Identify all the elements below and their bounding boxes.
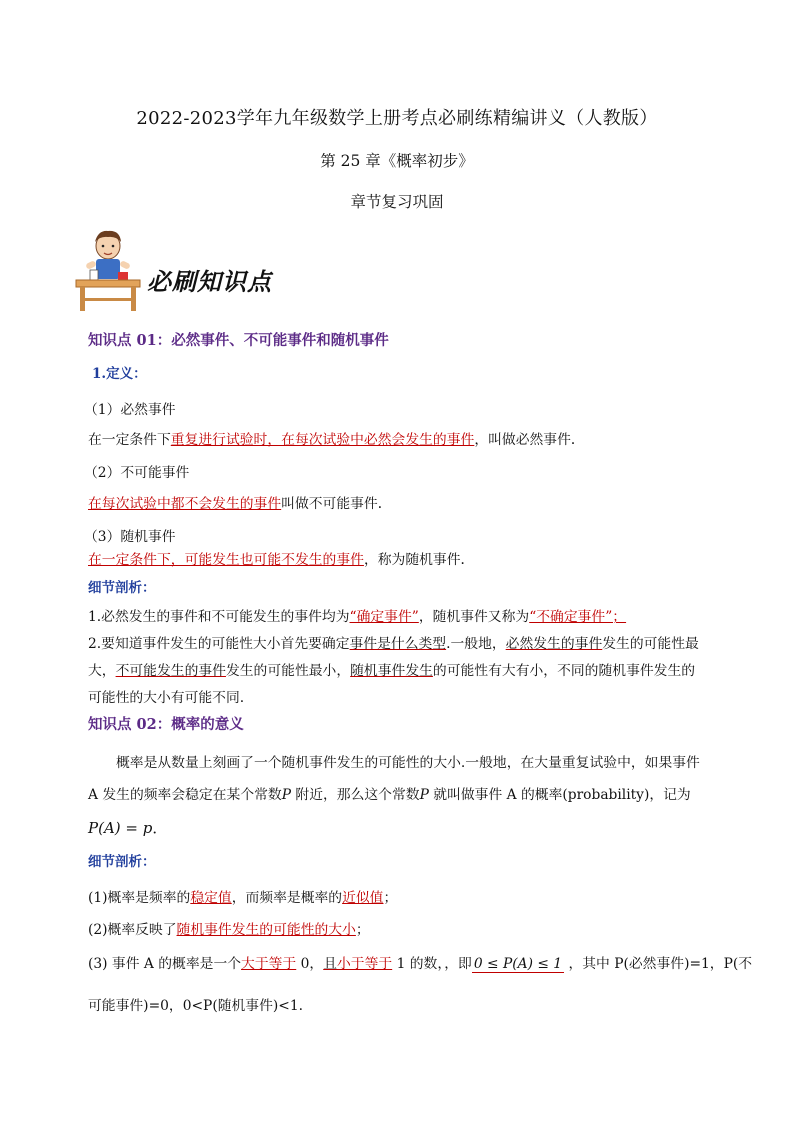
kp2-d3-g: ，其中 P(必然事件)=1，P(不	[564, 956, 753, 972]
kp1-d2-d: 必然发生的事件	[505, 636, 603, 652]
kp2-d3-e: 小于等于	[337, 956, 393, 972]
kp2-formula: P(A) = p	[88, 819, 153, 837]
kp1-item1-title: （1）必然事件	[84, 402, 176, 418]
kp1-d2-e: 发生的可能性最	[602, 636, 699, 652]
kp1-item3-a: 在一定条件下，可能发生也可能不发生的事件	[88, 552, 364, 568]
kp1-item3-text	[88, 548, 474, 568]
kp1-def-heading: 1.定义：	[92, 366, 147, 382]
kp2-p2-var2: P	[419, 787, 429, 803]
kp2-detail-2	[88, 918, 370, 938]
kp2-d3-a: (3) 事件 A 的概率是一个	[88, 956, 242, 972]
kp2-d3-c: 0，	[296, 956, 324, 972]
kp1-item1-c: ，叫做必然事件．	[474, 432, 585, 448]
section-title: 章节复习巩固	[350, 193, 444, 211]
kp2-d1-e: ；	[383, 890, 398, 906]
kp1-d1-a: 1.必然发生的事件和不可能发生的事件均为	[88, 609, 350, 625]
kp1-d1-d: “不确定事件”；	[529, 609, 627, 625]
kp1-item1-text	[88, 428, 585, 448]
kp1-heading: 知识点 01：必然事件、不可能事件和随机事件	[88, 332, 389, 349]
kp2-heading: 知识点 02：概率的意义	[88, 716, 244, 733]
kp1-item3-b: ，称为随机事件．	[363, 552, 475, 568]
kp2-d1-a: (1)概率是频率的	[88, 890, 191, 906]
kp1-d2-h: 发生的可能性最小，	[225, 663, 351, 679]
kp2-d1-b: 稳定值	[190, 890, 232, 906]
kp1-d1-b: “确定事件”	[349, 609, 419, 625]
kp2-detail-3-line2: 可能事件)=0，0<P(随机事件)<1.	[88, 998, 304, 1014]
kp2-detail-heading: 细节剖析：	[88, 854, 156, 870]
kp2-d1-d: 近似值	[342, 890, 384, 906]
kp2-d2-a: (2)概率反映了	[88, 922, 177, 938]
kp1-item2-b: 叫做不可能事件．	[281, 496, 392, 512]
student-at-desk-icon	[72, 226, 144, 314]
kp1-d2-b: 事件是什么类型	[349, 636, 447, 652]
kp2-d3-formula: 0 ≤ P(A) ≤ 1	[473, 956, 563, 972]
kp2-p2-c: 就叫做事件 A 的概率(probability)，记为	[428, 787, 691, 803]
kp1-detail-1	[88, 605, 626, 625]
kp2-para-line3	[88, 817, 167, 838]
kp1-d2-a: 2.要知道事件发生的可能性大小首先要确定	[88, 636, 350, 652]
chapter-title: 第 25 章《概率初步》	[320, 152, 474, 170]
kp2-para-line2	[88, 783, 691, 803]
kp1-d2-i: 随机事件发生	[350, 663, 433, 679]
kp1-item1-b: 重复进行试验时，在每次试验中必然会发生的事件	[170, 432, 475, 448]
kp1-d1-c: ，随机事件又称为	[418, 609, 530, 625]
kp1-item2-a: 在每次试验中都不会发生的事件	[88, 496, 282, 512]
kp2-para-line1: 概率是从数量上刻画了一个随机事件发生的可能性的大小.一般地，在大量重复试验中，如果事件	[116, 755, 700, 771]
kp2-d3-f: 1 的数，，即	[392, 956, 472, 972]
kp1-detail-2-line1	[88, 632, 699, 652]
kp1-item3-title: （3）随机事件	[84, 529, 176, 545]
kp1-item2-text	[88, 492, 392, 512]
kp2-p2-b: 附近，那么这个常数	[291, 787, 420, 803]
kp1-detail-heading: 细节剖析：	[88, 580, 156, 596]
kp1-d2-j: 的可能性有大有小，不同的随机事件发生的	[432, 663, 696, 679]
kp1-d2-g: 不可能发生的事件	[115, 663, 226, 679]
kp2-d3-b: 大于等于	[241, 956, 297, 972]
kp2-d1-c: ，而频率是概率的	[231, 890, 343, 906]
kp2-d2-c: ；	[355, 922, 370, 938]
kp1-detail-2-line3: 可能性的大小有可能不同.	[88, 690, 245, 706]
kp2-d2-b: 随机事件发生的可能性的大小	[176, 922, 356, 938]
kp1-item1-a: 在一定条件下	[88, 432, 171, 448]
kp1-item2-title: （2）不可能事件	[84, 465, 190, 481]
kp2-detail-3-line1	[88, 952, 752, 973]
banner-title: 必刷知识点	[147, 267, 272, 296]
kp2-detail-1	[88, 886, 397, 906]
kp1-d2-f: 大，	[88, 663, 116, 679]
kp2-d3-d: 且	[323, 956, 337, 972]
kp1-d2-c: .一般地，	[446, 636, 506, 652]
kp2-p2-a: A 发生的频率会稳定在某个常数	[88, 787, 282, 803]
page-title: 2022-2023学年九年级数学上册考点必刷练精编讲义（人教版）	[136, 108, 658, 129]
kp1-detail-2-line2	[88, 659, 695, 679]
kp2-formula-tail: ．	[152, 819, 168, 837]
kp2-p2-var1: P	[281, 787, 292, 803]
